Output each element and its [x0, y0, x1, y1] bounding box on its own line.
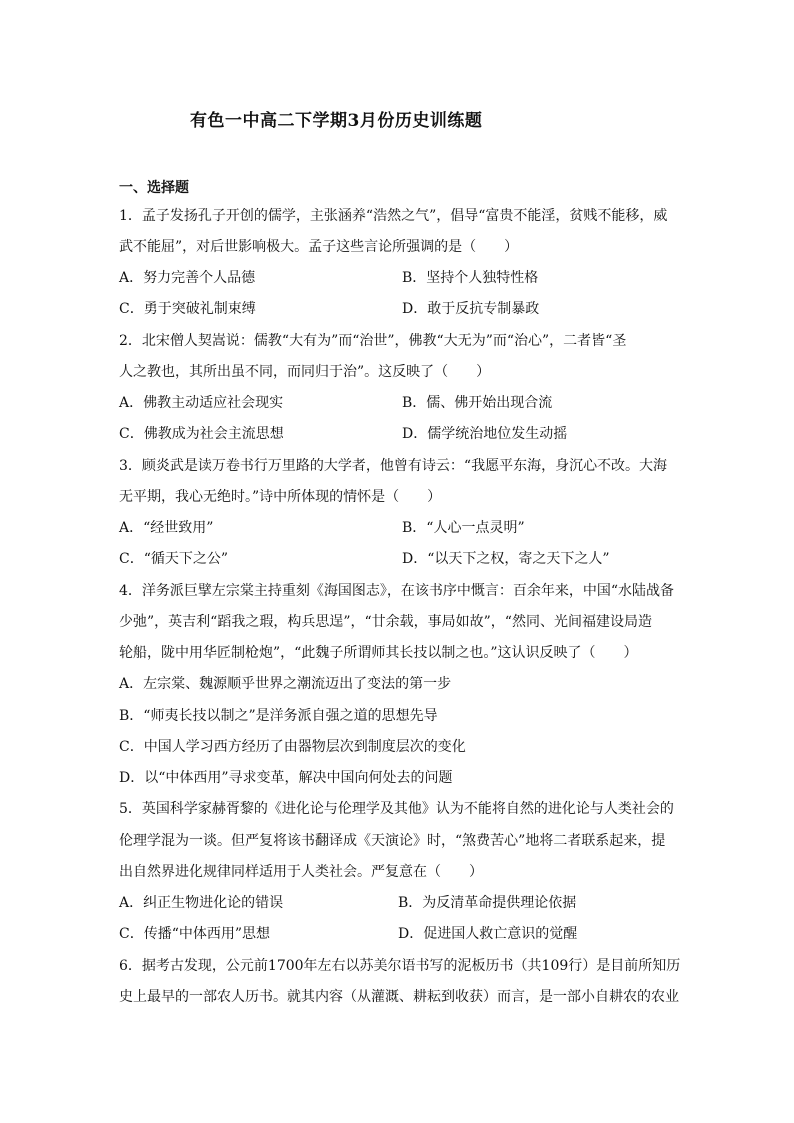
question-4-line-2: 少弛”，英吉利“蹈我之瑕，构兵思逞”，“廿余载，事局如故”，“然同、光间福建设局造: [119, 614, 652, 630]
question-3-option-d: D．“以天下之权，寄之天下之人”: [402, 551, 610, 567]
question-4-option-a: A．左宗棠、魏源顺乎世界之潮流迈出了变法的第一步: [119, 676, 452, 692]
question-4-option-b: B．“师夷长技以制之”是洋务派自强之道的思想先导: [119, 708, 438, 724]
question-5-option-a: A．纠正生物进化论的错误: [119, 895, 284, 911]
question-1-option-b: B．坚持个人独特性格: [402, 270, 539, 286]
question-2-option-b: B．儒、佛开始出现合流: [402, 395, 553, 411]
question-2-option-a: A．佛教主动适应社会现实: [119, 395, 284, 411]
question-2-option-d: D．儒学统治地位发生动摇: [402, 426, 568, 442]
question-4-option-c: C．中国人学习西方经历了由器物层次到制度层次的变化: [119, 739, 466, 755]
question-2-line-2: 人之教也，其所出虽不同，而同归于治”。这反映了（ ）: [119, 364, 491, 380]
question-5-line-1: 5．英国科学家赫胥黎的《进化论与伦理学及其他》认为不能将自然的进化论与人类社会的: [119, 801, 674, 817]
question-5-line-3: 出自然界进化规律同样适用于人类社会。严复意在（ ）: [119, 864, 483, 880]
question-3-option-c: C．“循天下之公”: [119, 551, 229, 567]
question-1-option-a: A．努力完善个人品德: [119, 270, 256, 286]
question-1-option-d: D．敢于反抗专制暴政: [402, 301, 540, 317]
question-4-line-3: 轮船，陇中用华匠制枪炮”，“此魏子所谓师其长技以制之也。”这认识反映了（ ）: [119, 645, 638, 661]
document-title: 有色一中高二下学期3月份历史训练题: [190, 111, 483, 131]
question-5-line-2: 伦理学混为一谈。但严复将该书翻译成《天演论》时，“煞费苦心”地将二者联系起来，提: [119, 833, 666, 849]
question-6-line-1: 6．据考古发现，公元前1700年左右以苏美尔语书写的泥板历书（共109行）是目前所知历: [119, 958, 681, 974]
question-3-option-b: B．“人心一点灵明”: [402, 520, 525, 536]
section-heading: 一、选择题: [119, 180, 189, 196]
question-5-option-b: B．为反清革命提供理论依据: [398, 895, 577, 911]
question-6-line-2: 史上最早的一部农人历书。就其内容（从灌溉、耕耘到收获）而言，是一部小自耕农的农业: [119, 989, 679, 1005]
question-1-option-c: C．勇于突破礼制束缚: [119, 301, 256, 317]
question-1-line-2: 武不能屈”，对后世影响极大。孟子这些言论所强调的是（ ）: [119, 239, 519, 255]
question-3-line-1: 3．顾炎武是读万卷书行万里路的大学者，他曾有诗云：“我愿平东海，身沉心不改。大海: [119, 458, 668, 474]
question-3-option-a: A．“经世致用”: [119, 520, 214, 536]
question-2-option-c: C．佛教成为社会主流思想: [119, 426, 284, 442]
question-5-option-d: D．促进国人救亡意识的觉醒: [398, 926, 578, 942]
question-4-option-d: D．以“中体西用”寻求变革，解决中国向何处去的问题: [119, 770, 453, 786]
question-1-line-1: 1．孟子发扬孔子开创的儒学，主张涵养“浩然之气”，倡导“富贵不能淫，贫贱不能移，威: [119, 208, 668, 224]
question-5-option-c: C．传播“中体西用”思想: [119, 926, 271, 942]
question-4-line-1: 4．洋务派巨擘左宗棠主持重刻《海国图志》，在该书序中慨言：百余年来，中国“水陆战备: [119, 583, 675, 599]
question-2-line-1: 2．北宋僧人契嵩说：儒教“大有为”而“治世”，佛教“大无为”而“治心”，二者皆“圣: [119, 333, 627, 349]
question-3-line-2: 无平期，我心无绝时。”诗中所体现的情怀是（ ）: [119, 489, 442, 505]
